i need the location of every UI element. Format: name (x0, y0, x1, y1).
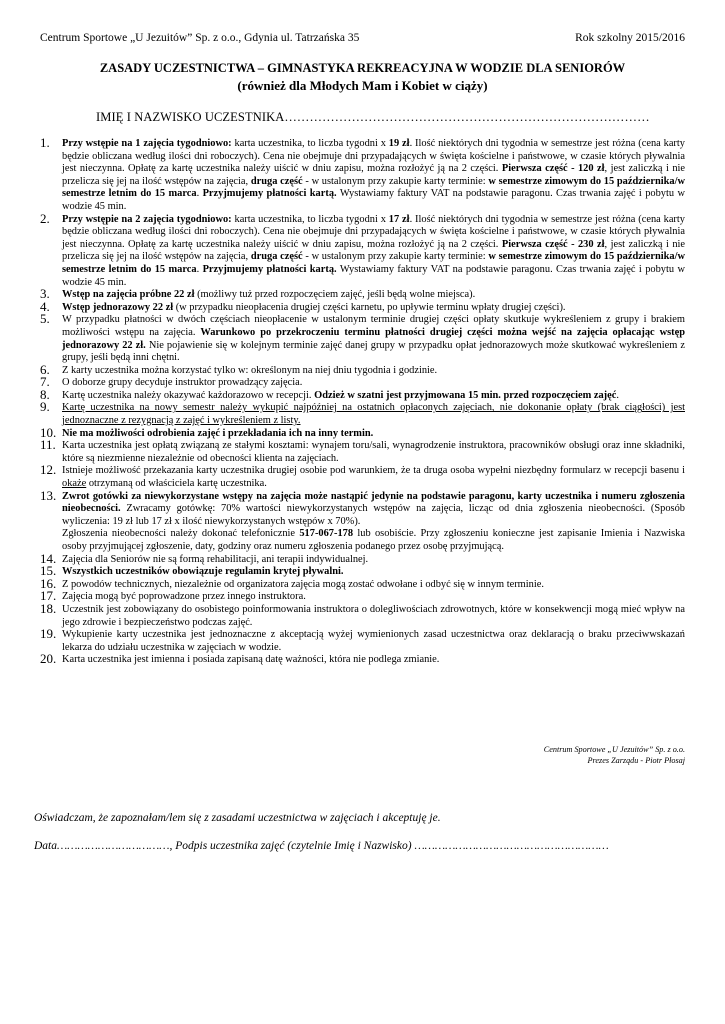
title-subtitle: (również dla Młodych Mam i Kobiet w ciąży) (237, 78, 488, 93)
rule-text: Z powodów technicznych, niezależnie od organizatora zajęcia mogą zostać odwołane i odbyć się w innym terminie. (62, 578, 544, 590)
rule-text: Karta uczestnika jest imienna i posiada zapisaną datę ważności, która nie podlega zmianie. (62, 654, 440, 666)
header-school-year: Rok szkolny 2015/2016 (575, 32, 685, 44)
rule-text: Uczestnik jest zobowiązany do osobistego poinformowania instruktora o dolegliwościach zdrowotnych, które w konsekwencji mogą mieć wpływ na jego zdrowie i bezpieczeństwo podczas zajęć. (62, 603, 685, 628)
rule-text: Kartę uczestnika należy okazywać każdorazowo w recepcji. Odzież w szatni jest przyjmowana 15 min. przed rozpoczęciem zajęć. (62, 389, 619, 401)
rule-number: 6. (40, 361, 50, 377)
rule-text: Zajęcia mogą być poprowadzone przez innego instruktora. (62, 591, 306, 603)
rule-number: 14. (40, 550, 57, 566)
rule-item (40, 424, 685, 441)
signature-president: Prezes Zarządu - Piotr Płosaj (587, 756, 685, 765)
rule-number: 1. (40, 135, 50, 150)
rule-item (40, 588, 685, 604)
rule-text: Wykupienie karty uczestnika jest jednoznaczne z akceptacją wyżej wymienionych zasad uczestnictwa oraz deklaracją o braku przeciwwskazań lekarza do udziału uczestnika w zajęciach w wodzie. (62, 629, 685, 653)
rule-number: 20. (40, 651, 57, 667)
rule-text: Zwrot gotówki za niewykorzystane wstępy na zajęcia może nastąpić jedynie na podstawie paragonu, karty uczestnika i numeru zgłoszenia nieobecności. Zwracamy gotówkę: 70% wartości niewykorzystanych wstępów na zajęcia, licząc od dnia zgłoszenia nieobecności. (Sposób wyliczenia: 19 zł lub 17 zł x ilość niewykorzystanych wstępów x 70%). Zgłoszenia nieobecności należy dokonać telefonicznie 517-067-178 lub osobiście. Przy zgłoszeniu konieczne jest zapisanie Imienia i Nazwiska osoby przyjmującej zgłoszenie, daty, godziny oraz numeru zgłoszenia podanego przez osobę przyjmującą. (62, 490, 685, 552)
rule-text: Nie ma możliwości odrobienia zajęć i przekładania ich na inny termin. (62, 427, 374, 439)
rule-text: W przypadku płatności w dwóch częściach nieopłacenie w ustalonym terminie drugiej części opłaty skutkuje wykreśleniem z grupy i brakiem możliwości wstępu na zajęcia. Warunkowo po przekroczeniu terminu płatności drugiej części można wejść na zajęcia opłacając wstęp jednorazowy 22 zł. Nie pojawienie się w kolejnym terminie zajęć danej grupy w przypadku opłat jednorazowych może skutkować wykreśleniem z grupy, jeśli będą inni chętni. (62, 314, 686, 364)
rule-text: Wszystkich uczestników obowiązuje regulamin krytej pływalni. (62, 566, 344, 578)
rule-item (40, 462, 685, 490)
rule-item (40, 399, 685, 427)
participant-name-field: IMIĘ I NAZWISKO UCZESTNIKA…………………………………………………………………………… (96, 110, 650, 124)
document-title (30, 60, 695, 94)
rule-item (40, 575, 685, 592)
rule-item (40, 135, 686, 214)
rule-text: O doborze grupy decyduje instruktor prowadzący zajęcia. (62, 377, 303, 389)
rule-item (40, 374, 685, 390)
rule-text: Zajęcia dla Seniorów nie są formą rehabilitacji, ani terapii indywidualnej. (62, 553, 369, 565)
rule-number: 10. (40, 424, 57, 440)
rule-item (40, 311, 686, 364)
rule-number: 2. (40, 210, 50, 226)
rule-text: Przy wstępie na 2 zajęcia tygodniowo: karta uczestnika, to liczba tygodni x 17 zł. Ilość niektórych dni tygodnia w semestrze jest różna (cena karty będzie obliczana według ilości dni roboczych). Cena nie obejmuje dni przypadających w święta kościelne i państwowe, w czasie których pływalnia jest nieczynna. Opłatę za kartę uczestnika należy uiścić w dniu zapisu, można rozłożyć ją na 2 części. Pierwsza część - 230 zł, jest zaliczką i nie przelicza się jej na ilość wstępów na zajęcia, druga część - w ustalonym przy zakupie karty terminie: w semestrze zimowym do 15 października/w semestrze letnim do 15 marca. Przyjmujemy płatności kartą. Wystawiamy faktury VAT na podstawie paragonu. Czas trwania zajęć i pobytu w wodzie 45 min. (62, 213, 686, 288)
rule-text: Przy wstępie na 1 zajęcia tygodniowo: karta uczestnika, to liczba tygodni x 19 zł. Ilość niektórych dni tygodnia w semestrze jest różna (cena karty będzie obliczana według ilości dni roboczych). Cena nie obejmuje dni przypadających w święta kościelne i państwowe, w czasie których pływalnia jest nieczynna. Opłatę za kartę uczestnika należy uiścić w dniu zapisu, można rozłożyć ją na 2 części. Pierwsza część - 120 zł, jest zaliczką i nie przelicza się jej na ilość wstępów na zajęcia, druga część - w ustalonym przy zakupie karty terminie: w semestrze zimowym do 15 października/w semestrze letnim do 15 marca. Przyjmujemy płatności kartą. Wystawiamy faktury VAT na podstawie paragonu. Czas trwania zajęć i pobytu w wodzie 45 min. (62, 138, 686, 212)
rule-number: 3. (40, 286, 50, 302)
rule-item (40, 386, 685, 403)
rule-item (40, 210, 686, 290)
rule-item (40, 361, 685, 378)
rules-list (40, 135, 686, 667)
rule-text: Wstęp jednorazowy 22 zł (w przypadku nieopłacenia drugiej części karnetu, po upływie terminu wpłaty drugiej części). (62, 301, 566, 313)
rule-number: 15. (40, 563, 57, 579)
rule-item (40, 600, 685, 629)
rule-number: 4. (40, 298, 50, 314)
rule-item (40, 298, 685, 315)
rule-text: Z karty uczestnika można korzystać tylko w: określonym na niej dniu tygodnia i godzinie. (62, 364, 438, 376)
rule-item (40, 487, 685, 554)
declaration-text: Oświadczam, że zapoznałam/lem się z zasadami uczestnictwa w zajęciach i akceptuję je. (34, 812, 441, 824)
rule-number: 7. (40, 374, 50, 390)
title-main: ZASADY UCZESTNICTWA – GIMNASTYKA REKREACYJNA W WODZIE DLA SENIORÓW (99, 61, 626, 75)
header-organization: Centrum Sportowe „U Jezuitów” Sp. z o.o., Gdynia ul. Tatrzańska 35 (40, 32, 360, 44)
rule-item (40, 437, 685, 465)
rule-text: Kartę uczestnika na nowy semestr należy wykupić najpóźniej na ostatnich opłaconych zajęciach, nie dokonanie opłaty (brak ciągłości) jest jednoznaczne z rezygnacją z zajęć i wykreśleniem z listy. (62, 402, 685, 427)
rule-text: Wstęp na zajęcia próbne 22 zł (możliwy tuż przed rozpoczęciem zajęć, jeśli będą wolne miejsca). (62, 289, 476, 301)
rule-item (40, 563, 685, 579)
rule-number: 16. (40, 575, 57, 591)
rule-item (40, 550, 685, 567)
management-signature (544, 744, 685, 766)
rule-number: 18. (40, 600, 57, 616)
rule-number: 5. (40, 311, 50, 327)
signature-company: Centrum Sportowe „U Jezuitów” Sp. z o.o. (543, 745, 685, 754)
rule-number: 11. (40, 437, 56, 453)
rule-number: 17. (40, 588, 57, 604)
rule-item (40, 651, 685, 667)
rule-text: Istnieje możliwość przekazania karty uczestnika drugiej osobie pod warunkiem, że ta druga osoba wypełni niezbędny formularz w recepcji basenu i okaże otrzymaną od właściciela kartę uczestnika. (62, 465, 685, 490)
rule-number: 13. (40, 487, 57, 503)
rule-text: Karta uczestnika jest opłatą związaną ze stałymi kosztami: wynajem toru/sali, wynagrodzenie instruktora, pracowników obsługi oraz inne składniki, które są niezmienne niezależnie od obecności klienta na zajęciach. (62, 440, 685, 464)
rule-number: 9. (40, 399, 50, 415)
date-signature-line: Data……………………………, Podpis uczestnika zajęć (czytelnie Imię i Nazwisko) ………………………………………………… (34, 840, 609, 852)
rule-item (40, 286, 685, 302)
rule-item (40, 626, 685, 654)
rule-number: 8. (40, 386, 50, 402)
rule-number: 12. (40, 462, 57, 478)
rule-number: 19. (40, 626, 57, 642)
